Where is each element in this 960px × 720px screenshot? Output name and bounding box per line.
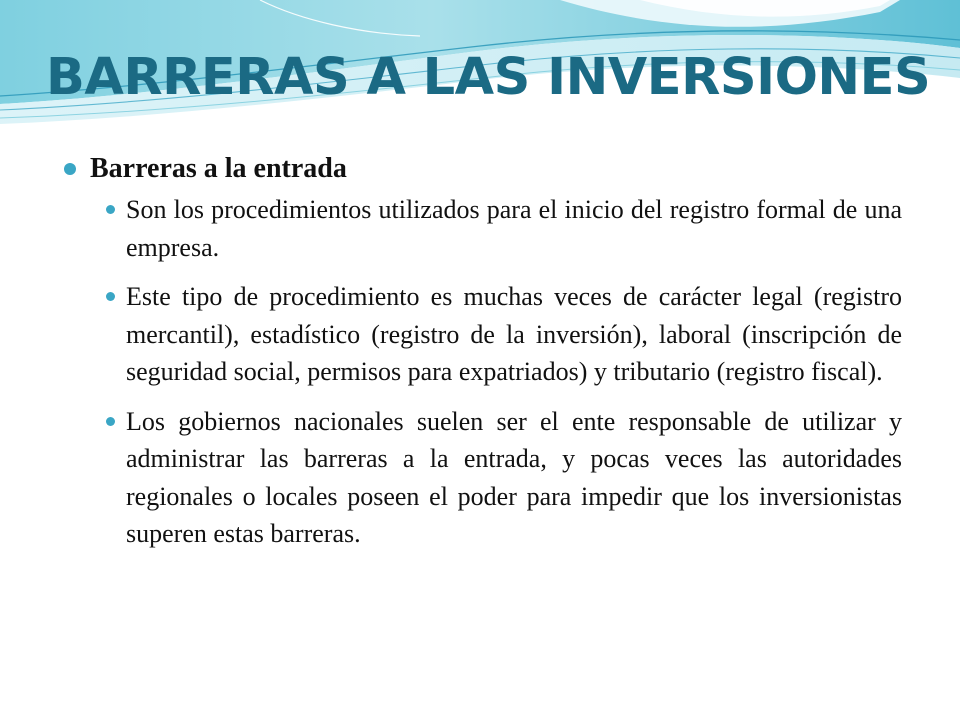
sub-bullet-item — [64, 278, 902, 391]
sub-bullet-item — [64, 191, 902, 266]
sub-bullet-text: Los gobiernos nacionales suelen ser el ente responsable de utilizar y administrar las barreras a la entrada, y pocas veces las autoridades regionales o locales poseen el poder para impedir que los inversionistas superen estas barreras. — [126, 406, 902, 548]
slide-content — [64, 150, 902, 565]
bullet-dot-icon — [64, 163, 76, 175]
sub-bullet-text: Este tipo de procedimiento es muchas veces de carácter legal (registro mercantil), estadístico (registro de la inversión), laboral (inscripción de seguridad social, permisos para expatriados) y tributario (registro fiscal). — [126, 282, 902, 386]
sub-bullet-text: Son los procedimientos utilizados para el inicio del registro formal de una empresa. — [126, 195, 902, 262]
bullet-heading — [64, 150, 902, 188]
heading-text: Barreras a la entrada — [90, 153, 347, 184]
sub-bullet-item — [64, 403, 902, 553]
bullet-dot-icon — [106, 205, 115, 214]
bullet-dot-icon — [106, 417, 115, 426]
slide-title: BARRERAS A LAS INVERSIONES — [46, 48, 931, 107]
bullet-dot-icon — [106, 292, 115, 301]
sub-bullet-list — [64, 191, 902, 553]
